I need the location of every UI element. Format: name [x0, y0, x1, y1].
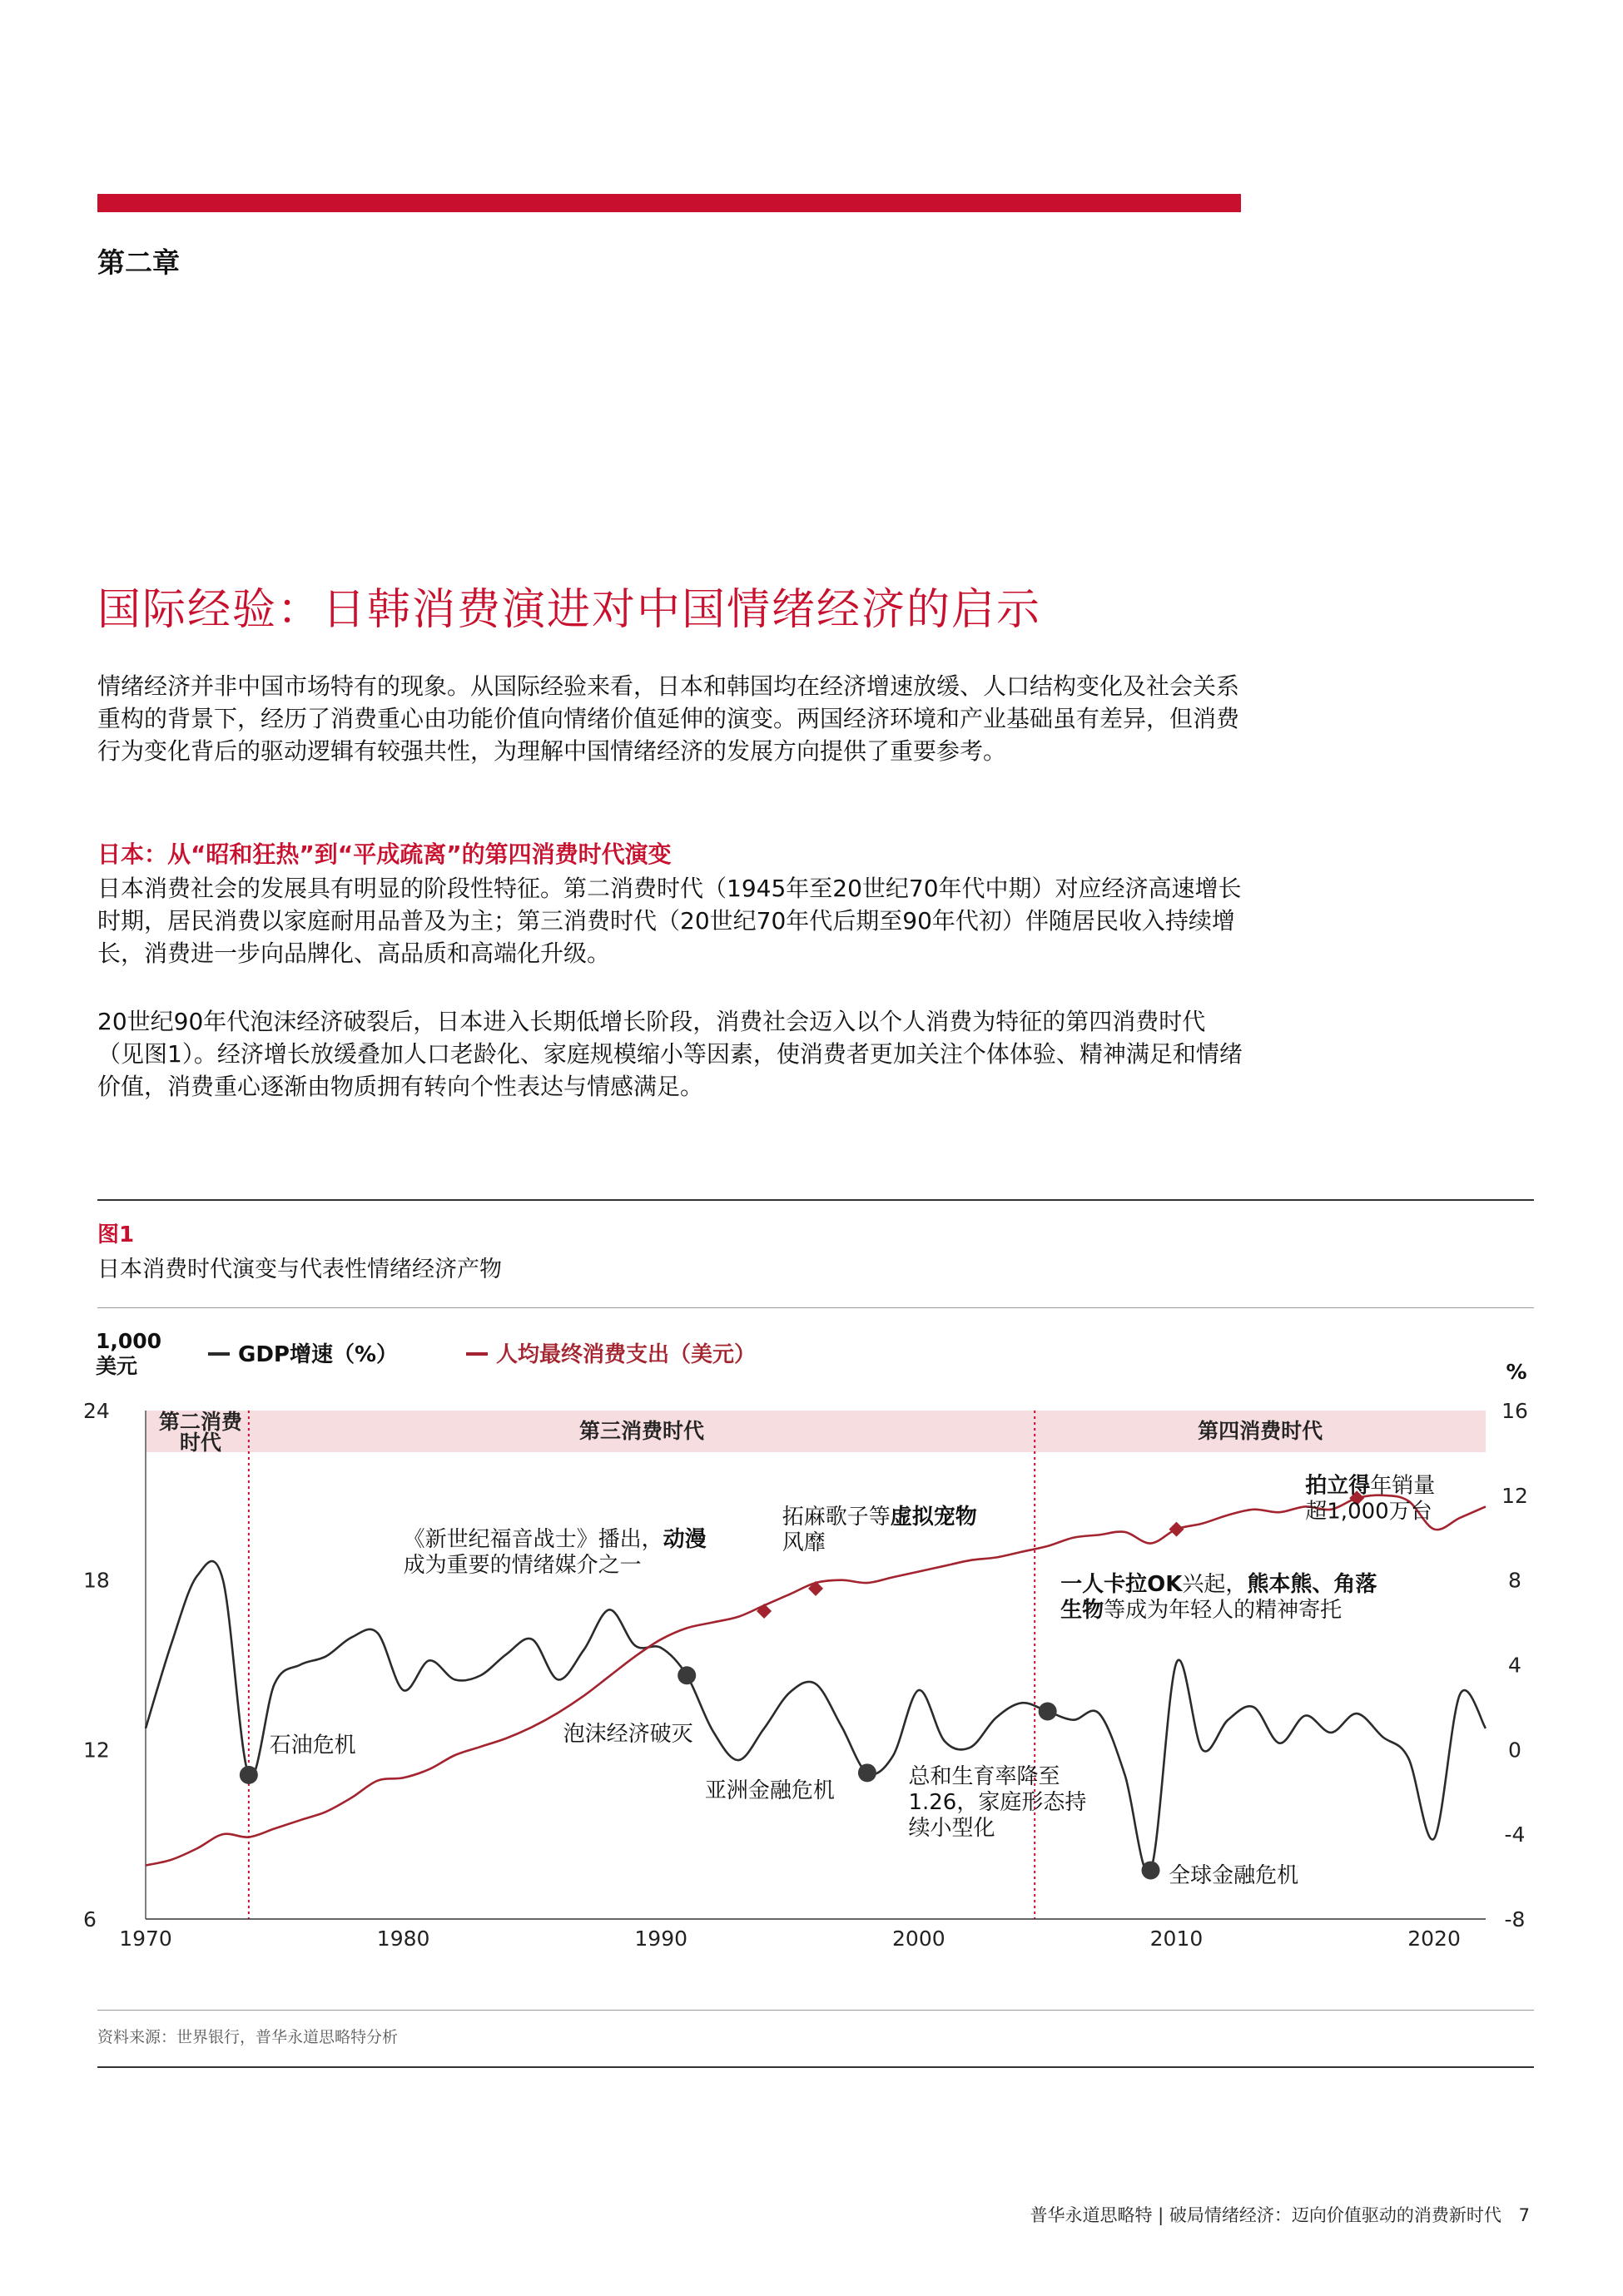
y-left-tick-label: 24 [83, 1399, 110, 1423]
era-label: 第三消费时代 [579, 1419, 705, 1443]
section-subheading: 日本：从“昭和狂热”到“平成疏离”的第四消费时代演变 [97, 841, 672, 868]
gdp-event-marker [858, 1763, 876, 1782]
body-paragraph-1: 日本消费社会的发展具有明显的阶段性特征。第二消费时代（1945年至20世纪70年代中期）对应经济高速增长时期，居民消费以家庭耐用品普及为主；第三消费时代（20世纪70年代后期至90年代初）伴随居民收入持续增长，消费进一步向品牌化、高品质和高端化升级。 [97, 875, 1242, 967]
gdp-event-marker [240, 1766, 258, 1784]
chart-annotation: 亚洲金融危机 [704, 1778, 835, 1804]
y-right-tick-label: -4 [1504, 1822, 1526, 1847]
y-left-tick-label: 18 [83, 1568, 110, 1593]
x-tick-label: 2020 [1407, 1927, 1461, 1951]
x-tick-label: 2000 [892, 1927, 946, 1951]
figure-title: 日本消费时代演变与代表性情绪经济产物 [97, 1257, 502, 1282]
era-label: 第四消费时代 [1198, 1419, 1323, 1443]
figure-label: 图1 [97, 1222, 135, 1247]
y-right-tick-label: 16 [1501, 1399, 1528, 1423]
figure-bottom-rule [97, 2010, 1534, 2011]
chart-annotation: 拍立得年销量 [1305, 1473, 1436, 1499]
era-label: 第二消费 [158, 1410, 242, 1434]
chart-svg [83, 1315, 1548, 1972]
consumption-event-marker [757, 1604, 772, 1619]
page-number: 7 [1518, 2205, 1530, 2225]
consumption-event-marker [1169, 1522, 1184, 1537]
figure-header-rule [97, 1307, 1534, 1308]
y-left-unit: 1,000 [96, 1329, 162, 1353]
page-footer [1030, 2202, 1531, 2227]
chapter-red-bar [97, 194, 1241, 212]
page-title: 国际经验：日韩消费演进对中国情绪经济的启示 [97, 585, 1042, 635]
legend-label: GDP增速（%） [238, 1342, 399, 1367]
chart-annotation: 生物等成为年轻人的精神寄托 [1060, 1598, 1343, 1624]
footer-text: 普华永道思略特 | 破局情绪经济：迈向价值驱动的消费新时代 [1030, 2205, 1501, 2225]
chart-annotation: 超1,000万台 [1305, 1499, 1432, 1525]
chart-annotation: 风靡 [782, 1530, 826, 1555]
gdp-event-marker [1039, 1703, 1057, 1721]
chapter-label: 第二章 [97, 246, 180, 279]
y-right-tick-label: 8 [1508, 1568, 1521, 1593]
figure-chart [83, 1315, 1548, 1972]
y-left-unit: 美元 [96, 1354, 138, 1378]
chart-annotation: 拓麻歌子等虚拟宠物 [782, 1504, 977, 1530]
chart-annotation: 续小型化 [908, 1816, 995, 1842]
x-tick-label: 1990 [634, 1927, 688, 1951]
chart-annotation: 石油危机 [269, 1733, 356, 1758]
gdp-event-marker [1142, 1861, 1160, 1879]
chart-annotation: 全球金融危机 [1169, 1862, 1299, 1888]
chart-annotation: 1.26，家庭形态持 [908, 1790, 1087, 1816]
figure-source: 资料来源：世界银行，普华永道思略特分析 [97, 2028, 399, 2046]
y-right-tick-label: 4 [1508, 1653, 1521, 1678]
consumption-event-marker [808, 1581, 823, 1596]
chart-annotation: 成为重要的情绪媒介之一 [403, 1552, 642, 1578]
chart-annotation: 泡沫经济破灭 [563, 1722, 693, 1748]
y-left-tick-label: 6 [83, 1907, 97, 1932]
gdp-event-marker [677, 1666, 696, 1684]
body-paragraph-2: 20世纪90年代泡沫经济破裂后，日本进入长期低增长阶段，消费社会迈入以个人消费为特征的第四消费时代（见图1）。经济增长放缓叠加人口老龄化、家庭规模缩小等因素，使消费者更加关注个体体验、精神满足和情绪价值，消费重心逐渐由物质拥有转向个性表达与情感满足。 [97, 1008, 1243, 1100]
y-right-tick-label: 0 [1508, 1738, 1521, 1763]
chart-annotation: 一人卡拉OK兴起，熊本熊、角落 [1060, 1572, 1377, 1598]
x-tick-label: 1980 [376, 1927, 430, 1951]
figure-top-rule [97, 1199, 1534, 1201]
legend-label: 人均最终消费支出（美元） [496, 1342, 757, 1367]
y-right-tick-label: 12 [1501, 1483, 1528, 1508]
chart-annotation: 总和生育率降至 [908, 1764, 1060, 1790]
x-tick-label: 2010 [1149, 1927, 1204, 1951]
intro-paragraph: 情绪经济并非中国市场特有的现象。从国际经验来看，日本和韩国均在经济增速放缓、人口结构变化及社会关系重构的背景下，经历了消费重心由功能价值向情绪价值延伸的演变。两国经济环境和产业基础虽有差异，但消费行为变化背后的驱动逻辑有较强共性，为理解中国情绪经济的发展方向提供了重要参考。 [97, 672, 1240, 765]
figure-end-rule [97, 2066, 1534, 2068]
y-right-tick-label: -8 [1504, 1907, 1526, 1932]
y-left-tick-label: 12 [83, 1738, 110, 1763]
chart-annotation: 《新世纪福音战士》播出，动漫 [403, 1526, 707, 1552]
x-tick-label: 1970 [119, 1927, 172, 1951]
y-right-unit: % [1506, 1360, 1527, 1384]
era-label: 时代 [179, 1431, 221, 1455]
